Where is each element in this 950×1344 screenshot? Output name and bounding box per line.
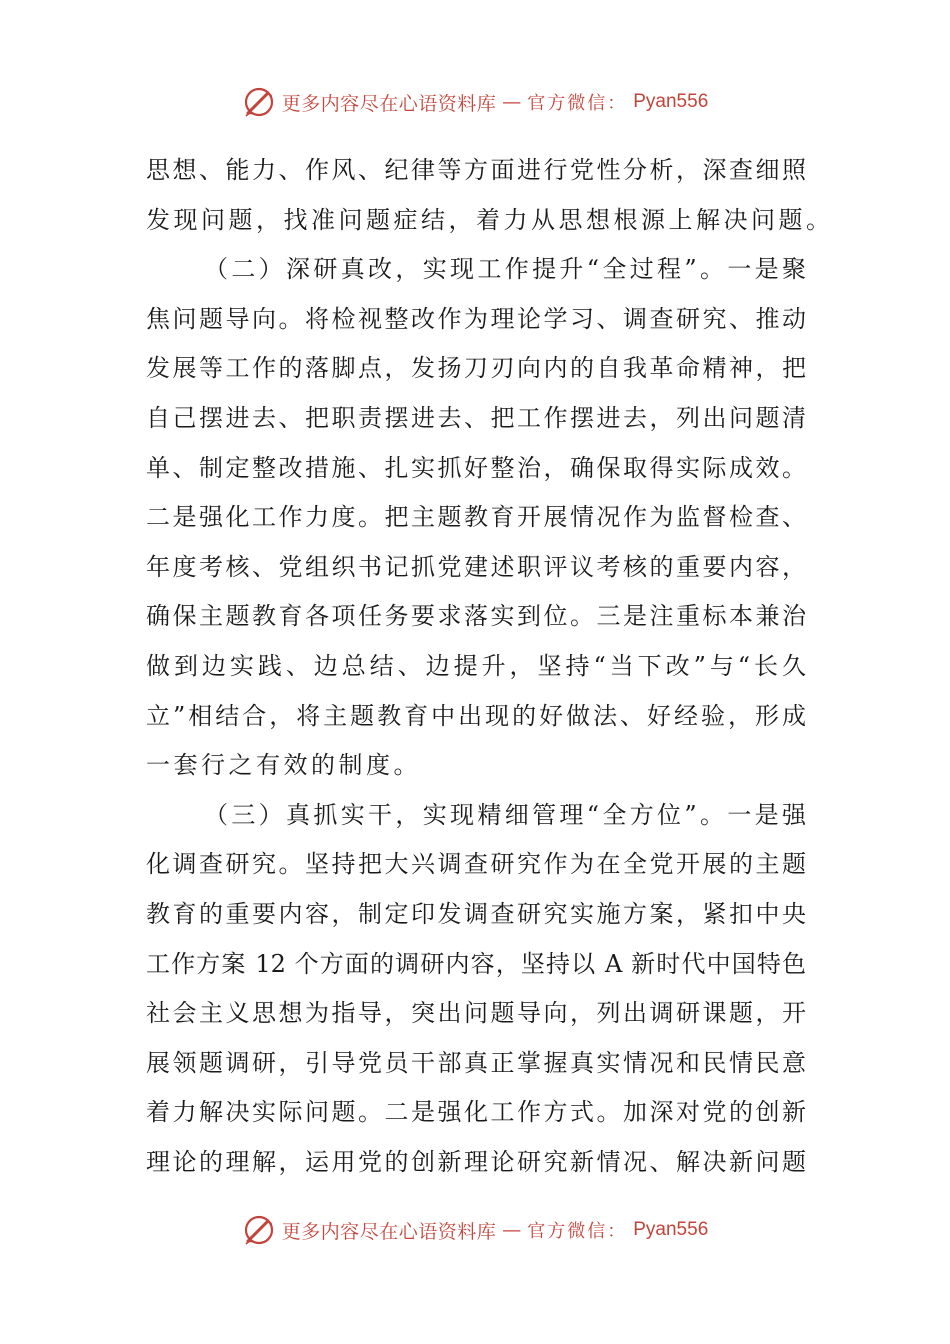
paragraph-heading-line: （三）真抓实干，实现精细管理“全方位”。一是强 xyxy=(204,800,806,829)
body-line: 焦问题导向。将检视整改作为理论学习、调查研究、推动 xyxy=(146,304,806,333)
body-line: 工作方案 12 个方面的调研内容，坚持以 A 新时代中国特色 xyxy=(146,949,806,978)
banner-brand-text: 更多内容尽在心语资料库 xyxy=(281,92,497,115)
banner-dash: — xyxy=(502,1219,522,1241)
banner-dash: — xyxy=(502,91,522,113)
body-line: 化调查研究。坚持把大兴调查研究作为在全党开展的主题 xyxy=(146,850,806,879)
pen-circle-logo-icon xyxy=(242,1213,276,1247)
header-banner xyxy=(0,82,950,122)
banner-wechat-id: Pyan556 xyxy=(633,1219,709,1240)
footer-banner xyxy=(0,1210,950,1250)
body-line: 展领题调研，引导党员干部真正掌握真实情况和民情民意 xyxy=(146,1048,806,1077)
body-line: 一套行之有效的制度。 xyxy=(146,751,421,780)
body-line: 做到边实践、边总结、边提升，坚持“当下改”与“长久 xyxy=(146,651,806,680)
body-line: 自己摆进去、把职责摆进去、把工作摆进去，列出问题清 xyxy=(146,403,806,432)
document-body xyxy=(146,146,834,1187)
body-line: 理论的理解，运用党的创新理论研究新情况、解决新问题 xyxy=(146,1147,806,1176)
body-line: 发现问题，找准问题症结，着力从思想根源上解决问题。 xyxy=(146,205,834,234)
body-line: 立”相结合，将主题教育中出现的好做法、好经验，形成 xyxy=(146,701,806,730)
body-line: 着力解决实际问题。二是强化工作方式。加深对党的创新 xyxy=(146,1098,806,1127)
body-line: 单、制定整改措施、扎实抓好整治，确保取得实际成效。 xyxy=(146,453,806,482)
banner-wechat-label: 官方微信： xyxy=(527,93,628,114)
banner-wechat-label: 官方微信： xyxy=(527,1221,628,1242)
body-line: 二是强化工作力度。把主题教育开展情况作为监督检查、 xyxy=(146,503,806,532)
paragraph-heading-line: （二）深研真改，实现工作提升“全过程”。一是聚 xyxy=(204,255,806,284)
body-line: 社会主义思想为指导，突出问题导向，列出调研课题，开 xyxy=(146,999,806,1028)
banner-wechat-id: Pyan556 xyxy=(633,91,709,112)
body-line: 确保主题教育各项任务要求落实到位。三是注重标本兼治 xyxy=(146,602,806,631)
body-line: 教育的重要内容，制定印发调查研究实施方案，紧扣中央 xyxy=(146,899,806,928)
banner-brand-text: 更多内容尽在心语资料库 xyxy=(281,1220,497,1243)
body-line: 年度考核、党组织书记抓党建述职评议考核的重要内容， xyxy=(146,552,806,581)
body-line: 发展等工作的落脚点，发扬刀刃向内的自我革命精神，把 xyxy=(146,354,806,383)
pen-circle-logo-icon xyxy=(242,85,276,119)
body-line: 思想、能力、作风、纪律等方面进行党性分析，深查细照 xyxy=(146,156,806,184)
